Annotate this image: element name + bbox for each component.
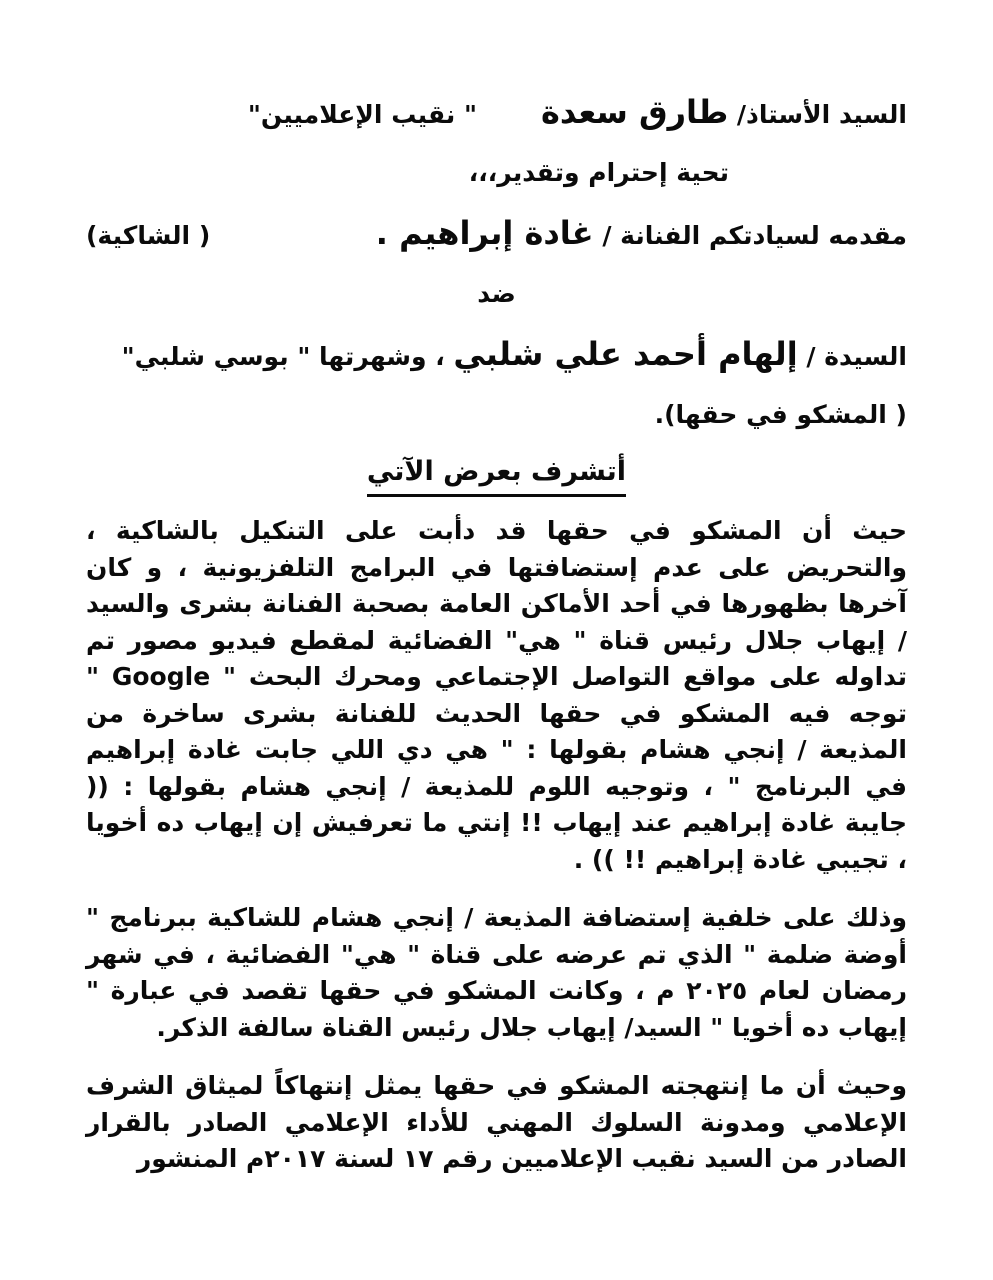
subject-text: أتشرف بعرض الآتي bbox=[367, 453, 626, 497]
respondent-prefix: السيدة / bbox=[797, 341, 907, 371]
respondent-line bbox=[86, 332, 907, 377]
complainant-role: ( الشاكية) bbox=[86, 220, 211, 250]
addressee-line bbox=[86, 90, 907, 135]
subject-heading bbox=[86, 453, 907, 497]
paragraph-incident: حيث أن المشكو في حقها قد دأبت على التنكيل بالشاكية ، والتحريض على عدم إستضافتها في البرامج التلفزيونية ، و كان آخرها بظهورها في أحد الأماكن العامة بصحبة الفنانة بشرى والسيد / إيهاب جلال رئيس قناة " هي" الفضائية لمقطع فيديو مصور تم تداوله على مواقع التواصل الإجتماعي ومحرك البحث " Google " توجه فيه المشكو في حقها الحديث للفنانة بشرى ساخرة من المذيعة / إنجي هشام بقولها : " هي دي اللي جابت غادة إبراهيم في البرنامج " ، وتوجيه اللوم للمذيعة / إنجي هشام بقولها : (( جايبة غادة إبراهيم عند إيهاب !! إنتي ما تعرفيش إن إيهاب ده أخويا ، تجيبي غادة إبراهيم !! )) . bbox=[86, 516, 907, 874]
complainant-name: غادة إبراهيم . bbox=[375, 213, 594, 252]
versus-label: ضد bbox=[477, 279, 516, 309]
complainant-group bbox=[376, 211, 907, 256]
paragraph-background: وذلك على خلفية إستضافة المذيعة / إنجي هشام للشاكية ببرنامج " أوضة ضلمة " الذي تم عرضه على قناة " هي" الفضائية ، في شهر رمضان لعام ٢٠٢٥ م ، وكانت المشكو في حقها تقصد في عبارة " إيهاب ده أخويا " السيد/ إيهاب جلال رئيس القناة سالفة الذكر. bbox=[86, 903, 907, 1042]
respondent-name: إلهام أحمد علي شلبي bbox=[453, 334, 798, 373]
addressee-name: طارق سعدة bbox=[540, 93, 729, 131]
greeting-line: تحية إحترام وتقدير،،، bbox=[468, 158, 729, 188]
addressee-prefix: السيد الأستاذ/ bbox=[736, 100, 907, 129]
addressee-title: " نقيب الإعلاميين" bbox=[247, 100, 477, 129]
complainant-prefix: مقدمه لسيادتكم الفنانة / bbox=[593, 220, 907, 250]
addressee-group bbox=[541, 90, 907, 135]
respondent-alias: ، وشهرتها " بوسي شلبي" bbox=[121, 341, 445, 371]
complainant-line bbox=[86, 211, 907, 256]
paragraph-violation: وحيث أن ما إنتهجته المشكو في حقها يمثل إنتهاكاً لميثاق الشرف الإعلامي ومدونة السلوك المهني للأداء الإعلامي الصادر بالقرار الصادر من السيد نقيب الإعلاميين رقم ١٧ لسنة ٢٠١٧م المنشور bbox=[86, 1071, 907, 1174]
respondent-role: ( المشكو في حقها). bbox=[654, 400, 907, 430]
